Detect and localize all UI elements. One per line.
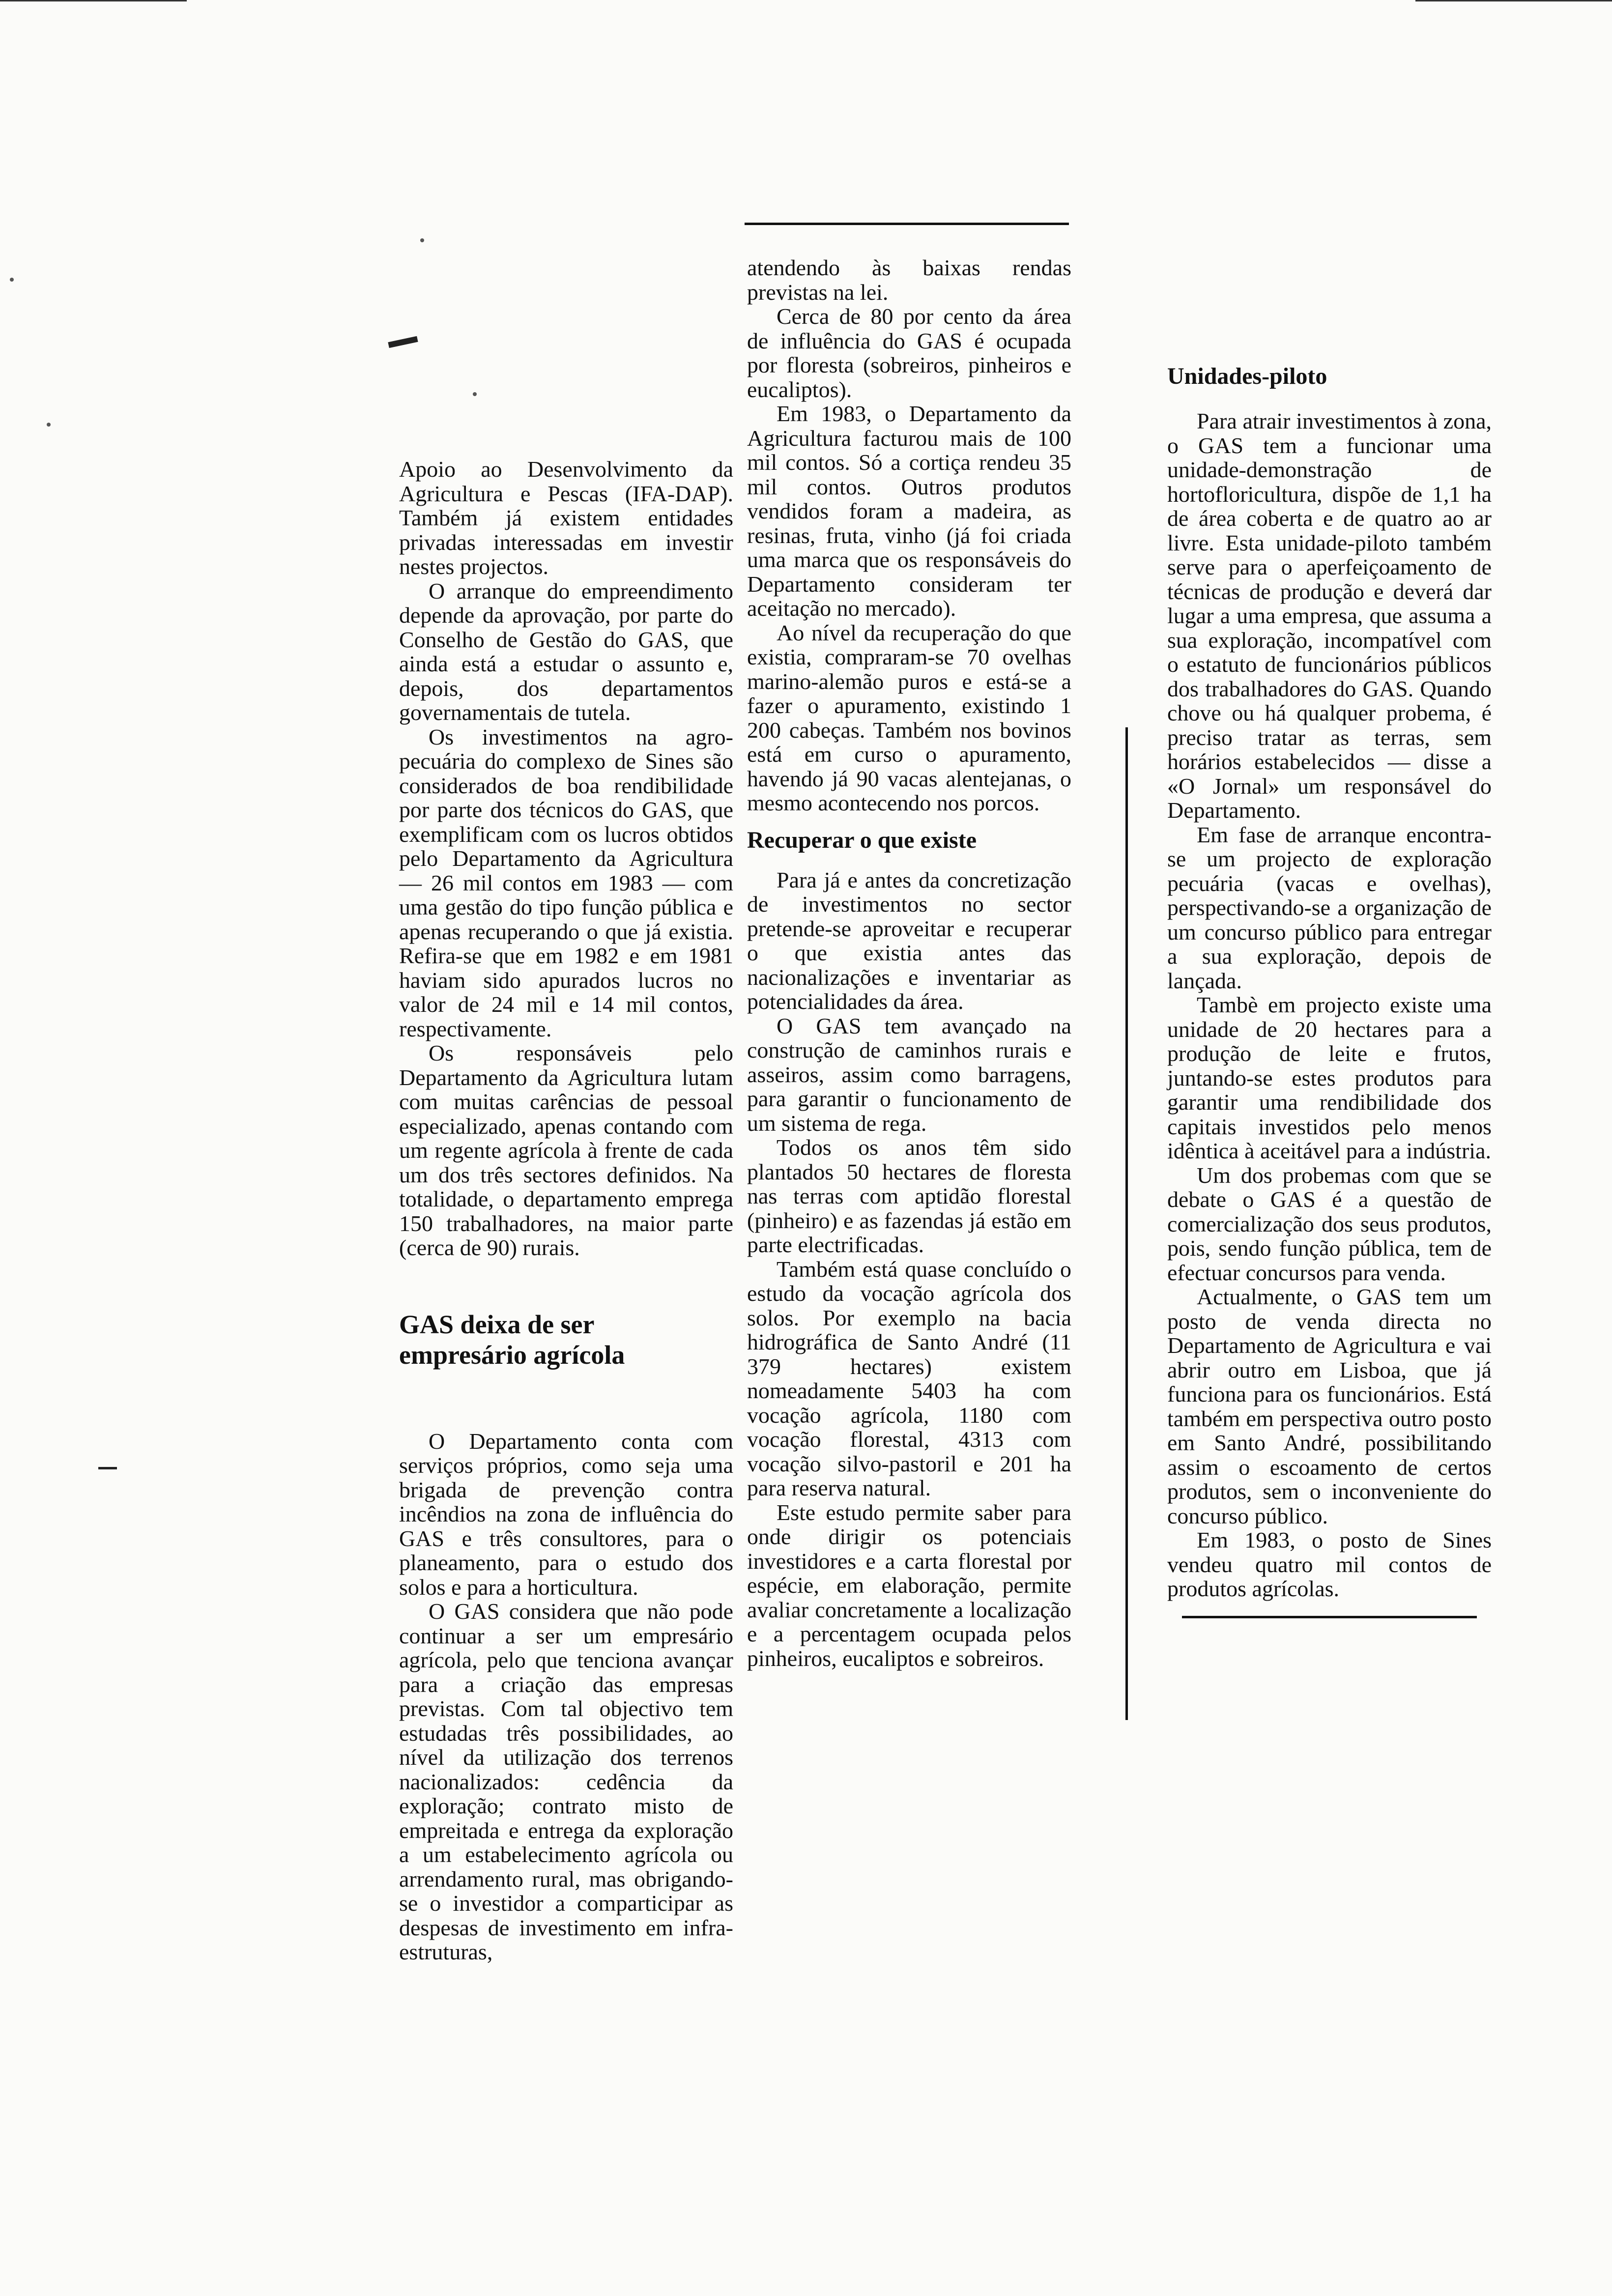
column-1-paragraph: Os responsáveis pelo Departamento da Agricultura lutam com muitas carências de pessoal especializado, apenas contando com um regente agrícola à frente de cada um dos três sectores definidos. Na totalidade, o departamento emprega 150 trabalhadores, na maior parte (cerca de 90) rurais. [399, 1040, 733, 1260]
column-2-paragraph: Em 1983, o Departamento da Agricultura facturou mais de 100 mil contos. Só a cortiça rendeu 35 mil contos. Outros produtos vendidos foram a madeira, as resinas, fruta, vinho (já foi criada uma marca que os responsáveis do Departamento consideram ter aceitação no mercado). [747, 401, 1071, 621]
scan-mark [98, 1467, 117, 1469]
column-1-paragraph: O arranque do empreendimento depende da aprovação, por parte do Conselho de Gestão do GAS, que ainda está a estudar o assunto e, depois, dos departamentos governamentais de tutela. [399, 578, 733, 725]
scan-speck [10, 278, 14, 282]
column-2-paragraph: Todos os anos têm sido plantados 50 hectares de floresta nas terras com aptidão florestal (pinheiro) e as fazendas já estão em parte electrificadas. [747, 1135, 1071, 1257]
article-column-1 [399, 457, 733, 1964]
column-1-paragraph: Apoio ao Desenvolvimento da Agricultura e Pescas (IFA-DAP). Também já existem entidades privadas interessadas em investir nestes projectos. [399, 457, 733, 579]
column-3-paragraph: Para atrair investimentos à zona, o GAS tem a funcionar uma unidade-demonstração de hortofloricultura, dispõe de 1,1 ha de área coberta e de quatro ao ar livre. Esta unidade-piloto também serve para o aperfeiçoamento de técnicas de produção e deverá dar lugar a uma empresa, que assuma a sua exploração, incompatível com o estatuto de funcionários públicos dos trabalhadores do GAS. Quando chove ou há qualquer probema, é preciso tratar as terras, sem horários estabelecidos — disse a «O Jornal» um responsável do Departamento. [1167, 408, 1492, 823]
column-3-paragraph: Em fase de arranque encontra-se um projecto de exploração pecuária (vacas e ovelhas), perspectivando-se a organização de um concurso público para entregar a sua exploração, depois de lançada. [1167, 822, 1492, 993]
scan-mark [388, 336, 418, 348]
column-2-paragraph: Cerca de 80 por cento da área de influência do GAS é ocupada por floresta (sobreiros, pinheiros e eucaliptos). [747, 304, 1071, 402]
column-1-paragraph: Os investimentos na agro-pecuária do complexo de Sines são considerados de boa rendibilidade por parte dos técnicos do GAS, que exemplificam com os lucros obtidos pelo Departamento da Agricultura — 26 mil contos em 1983 — com uma gestão do tipo função pública e apenas recuperando o que já existia. Refira-se que em 1982 e em 1981 haviam sido apurados lucros no valor de 24 mil e 14 mil contos, respectivamente. [399, 724, 733, 1041]
article-column-3 [1167, 364, 1492, 1618]
scan-speck [420, 238, 424, 242]
section-heading-recuperar: Recuperar o que existe [747, 827, 977, 853]
column-2-paragraph: Ao nível da recuperação do que existia, compraram-se 70 ovelhas marino-alemão puros e está-se a fazer o apuramento, existindo 1 200 cabeças. Também nos bovinos está em curso o apuramento, havendo já 90 vacas alentejanas, o mesmo acontecendo nos porcos. [747, 620, 1071, 815]
column-2-paragraph: O GAS tem avançado na construção de caminhos rurais e asseiros, assim como barragens, para garantir o funcionamento de um sistema de rega. [747, 1013, 1071, 1136]
section-heading-gas-deixa: GAS deixa de ser empresário agrícola [399, 1309, 625, 1370]
column-2-paragraph: atendendo às baixas rendas previstas na lei. [747, 255, 1071, 305]
column-3-paragraph: Tambè em projecto existe uma unidade de 20 hectares para a produção de leite e frutos, juntando-se estes produtos para garantir uma rendibilidade dos capitais investidos pelo menos idêntica à aceitável para a indústria. [1167, 992, 1492, 1163]
scan-speck [47, 423, 51, 427]
scan-edge-line-right [1415, 0, 1612, 1]
scan-speck [473, 392, 477, 396]
column-3-paragraph: Um dos probemas com que se debate o GAS é a questão de comercialização dos seus produtos, pois, sendo função pública, tem de efectuar concursos para venda. [1167, 1162, 1492, 1285]
column-2-top-rule [745, 223, 1069, 225]
section-heading-unidades-piloto: Unidades-piloto [1167, 363, 1327, 389]
article-column-2 [747, 256, 1071, 1670]
column-2-paragraph: Para já e antes da concretização de investimentos no sector pretende-se aproveitar e recuperar o que existia antes das nacionalizações e inventariar as potencialidades da área. [747, 867, 1071, 1014]
column-3-paragraph: Em 1983, o posto de Sines vendeu quatro mil contos de produtos agrícolas. [1167, 1527, 1492, 1601]
scan-edge-line-left [0, 0, 187, 1]
column-1-paragraph: O GAS considera que não pode continuar a ser um empresário agrícola, pelo que tenciona avançar para a criação das empresas previstas. Com tal objectivo tem estudadas três possibilidades, ao nível da utilização dos terrenos nacionalizados: cedência da exploração; contrato misto de empreitada e entrega da exploração a um estabelecimento agrícola ou arrendamento rural, mas obrigando-se o investidor a comparticipar as despesas de investimento em infra-estruturas, [399, 1599, 733, 1964]
column-1-paragraph: O Departamento conta com serviços próprios, como seja uma brigada de prevenção contra incêndios na zona de influência do GAS e três consultores, para o planeamento, para o estudo dos solos e para a horticultura. [399, 1428, 733, 1600]
column-2-paragraph: Também está quase concluído o estudo da vocação agrícola dos solos. Por exemplo na bacia hidrográfica de Santo André (11 379 hectares) existem nomeadamente 5403 ha com vocação agrícola, 1180 com vocação florestal, 4313 com vocação silvo-pastoril e 201 ha para reserva natural. [747, 1256, 1071, 1500]
column-separator-rule [1125, 727, 1128, 1720]
column-3-end-rule [1182, 1616, 1477, 1618]
column-3-paragraph: Actualmente, o GAS tem um posto de venda directa no Departamento de Agricultura e vai abrir outro em Lisboa, que já funciona para os funcionários. Está também em perspectiva outro posto em Santo André, possibilitando assim o escoamento de certos produtos, sem o inconveniente do concurso público. [1167, 1284, 1492, 1528]
column-2-paragraph: Este estudo permite saber para onde dirigir os potenciais investidores e a carta florestal por espécie, em elaboração, permite avaliar concretamente a localização e a percentagem ocupada pelos pinheiros, eucaliptos e sobreiros. [747, 1499, 1071, 1671]
